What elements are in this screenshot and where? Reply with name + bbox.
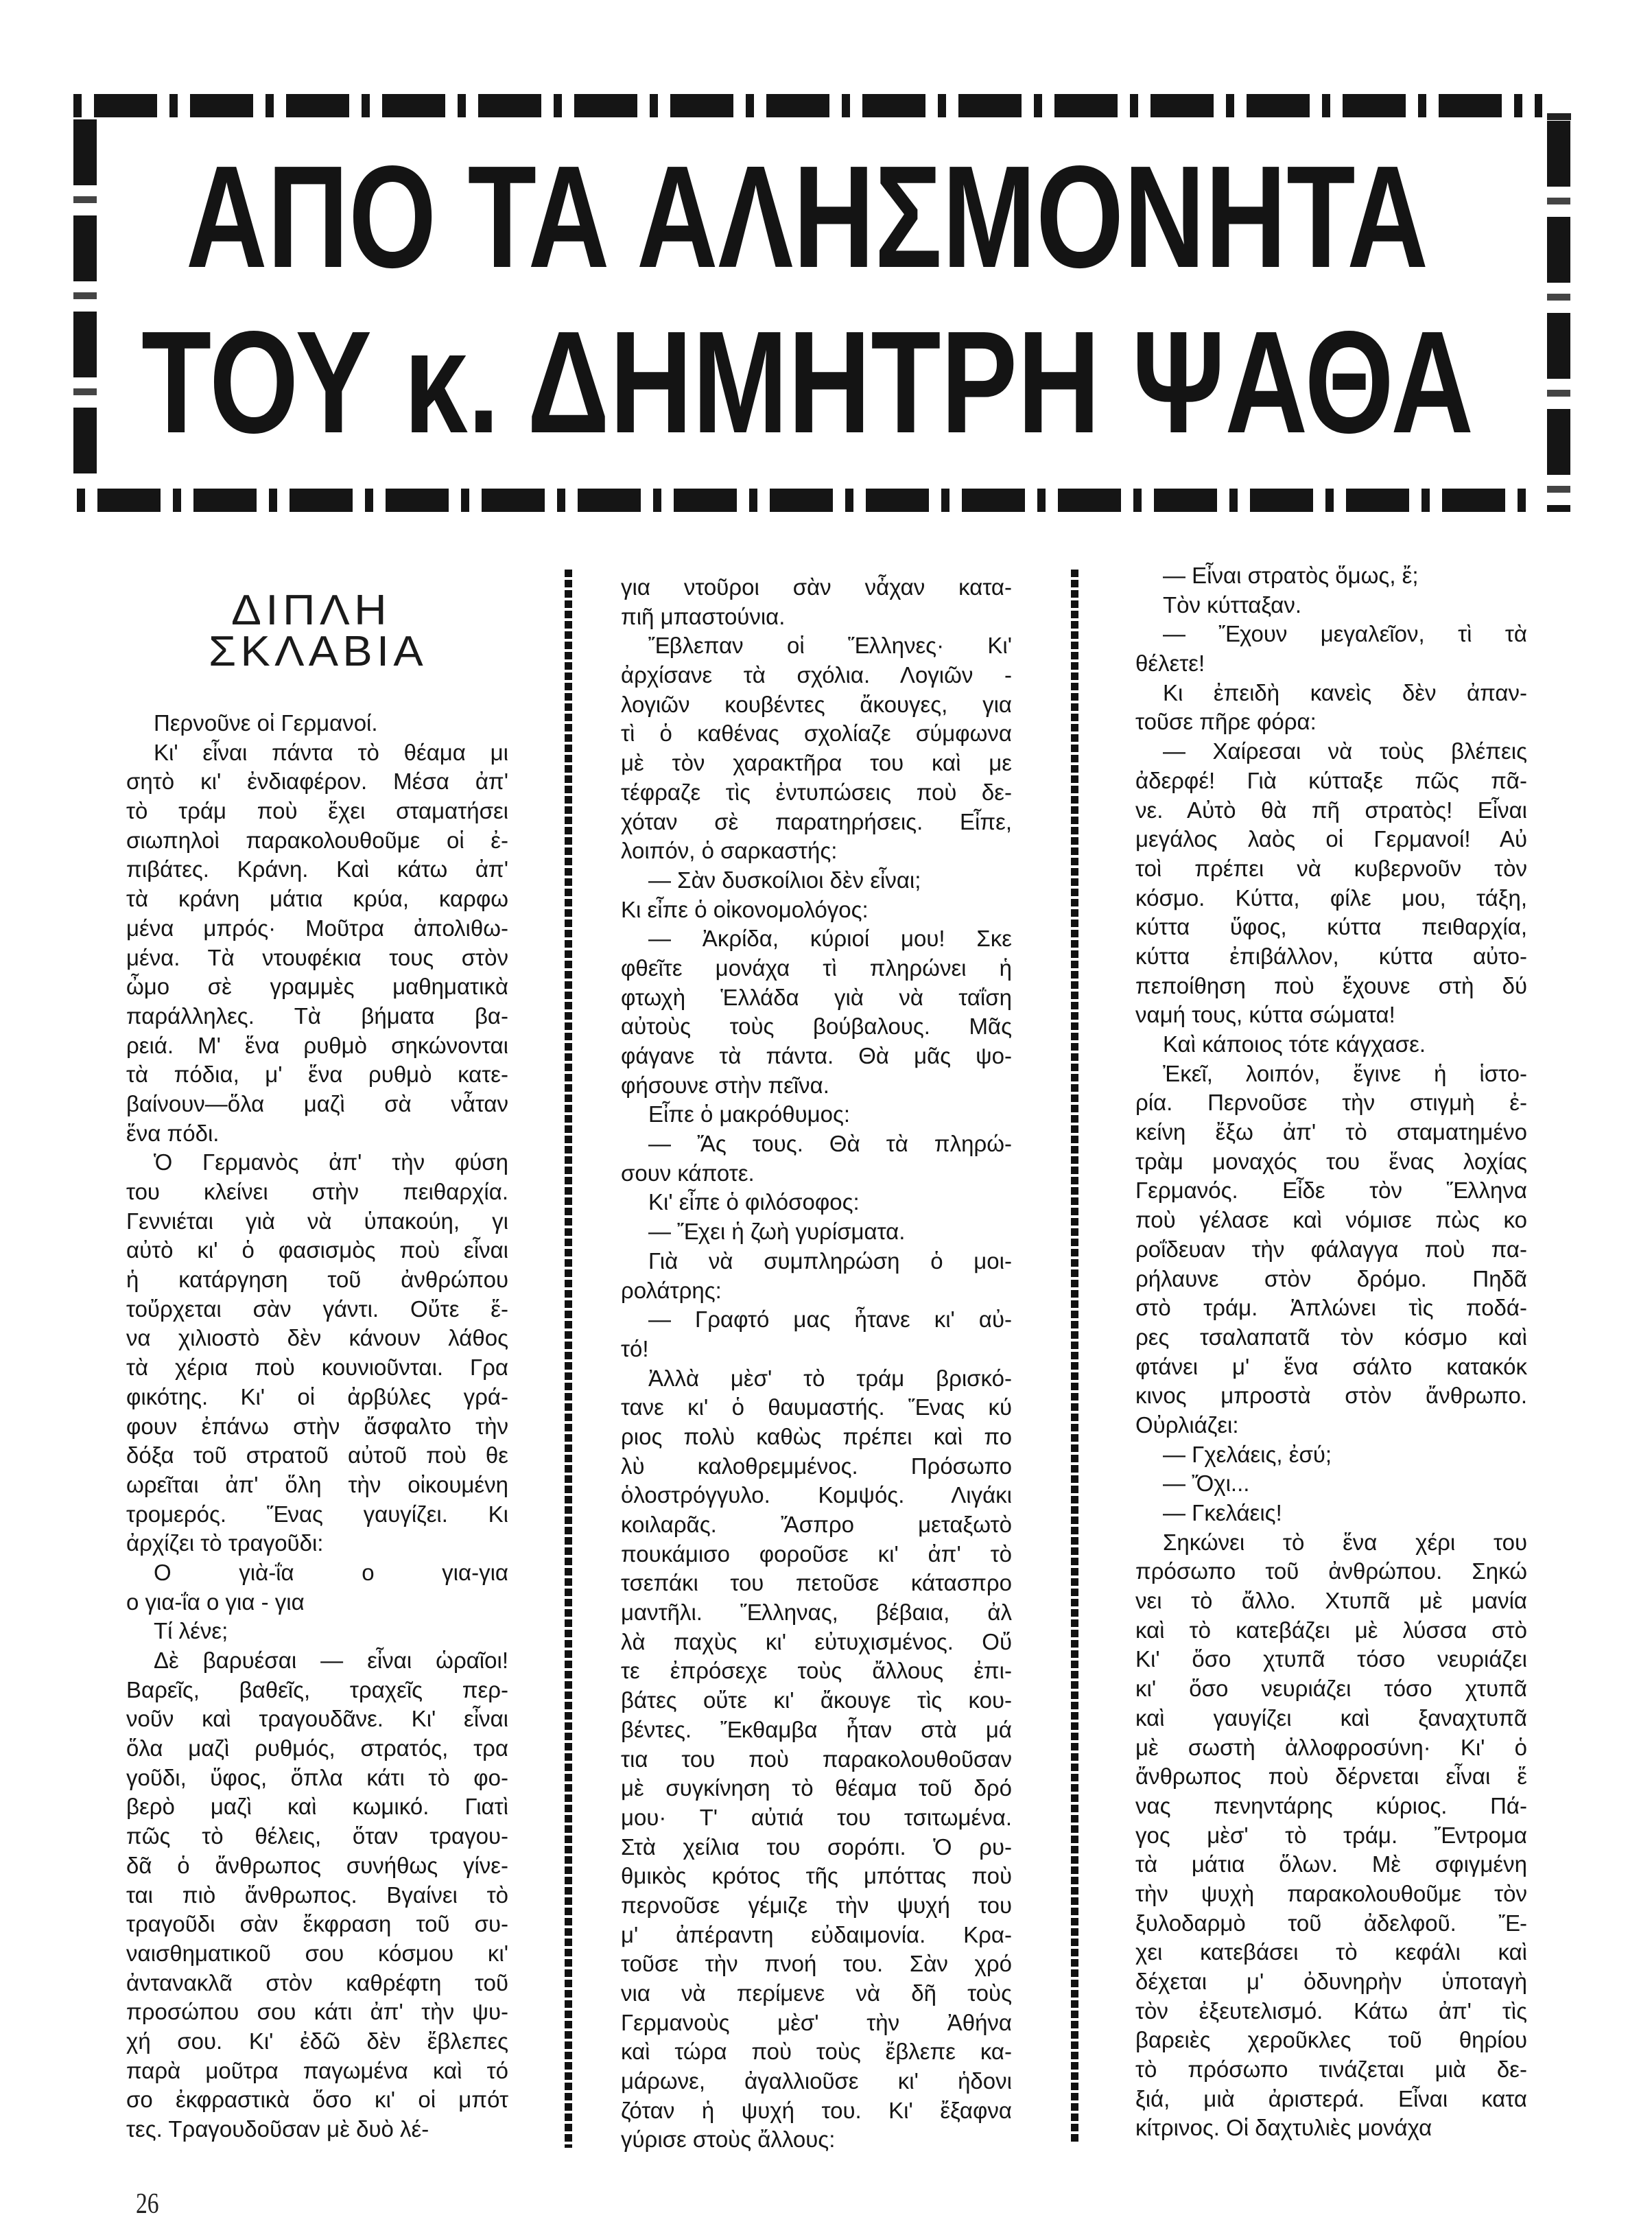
text-line: χόταν σὲ παρατηρήσεις. Εἶπε, xyxy=(621,808,1012,834)
text-line: Γερμανός. Εἶδε τὸν Ἕλληνα xyxy=(1135,1178,1527,1204)
text-line: να χιλιοστὸ δὲν κάνουν λάθος xyxy=(126,1325,508,1351)
text-line: Κι' εἶναι πάντα τὸ θέαμα μι xyxy=(154,739,508,765)
text-line: τὶ ὁ καθένας σχολίαζε σύμφωνα xyxy=(621,721,1012,747)
text-line: χει κατεβάσει τὸ κεφάλι καὶ xyxy=(1135,1939,1527,1965)
text-line: τρὰμ μοναχός του ἕνας λοχίας xyxy=(1135,1148,1527,1174)
text-line: ναμή τους, κύττα σώματα! xyxy=(1135,1002,1395,1028)
text-line: τό! xyxy=(621,1335,649,1361)
article-subheading-line-2: ΣΚΛΑΒΙΑ xyxy=(209,628,427,675)
text-line: Οὐρλιάζει: xyxy=(1135,1412,1239,1438)
text-line: ρειά. Μ' ἕνα ρυθμὸ σηκώνονται xyxy=(126,1032,508,1058)
text-line: ἀδερφέ! Γιὰ κύτταξε πῶς πᾶ- xyxy=(1135,767,1527,793)
text-line: τὸν ἐξευτελισμό. Κάτω ἀπ' τὶς xyxy=(1135,1998,1527,2024)
text-line: αὐτὸ κι' ὁ φασισμὸς ποὺ εἶναι xyxy=(126,1237,508,1263)
text-line: Σηκώνει τὸ ἕνα χέρι του xyxy=(1163,1529,1527,1555)
text-line: βαίνουν—ὅλα μαζὶ σὰ νἆταν xyxy=(126,1090,508,1116)
text-line: Περνοῦνε οἱ Γερμανοί. xyxy=(154,710,378,736)
paragraph xyxy=(621,1188,1012,1217)
text-line: ἀντανακλᾶ στὸν καθρέφτη τοῦ xyxy=(126,1969,508,1995)
text-line: περνοῦσε γέμιζε τὴν ψυχή του xyxy=(621,1892,1012,1918)
text-line: σουν κάποτε. xyxy=(621,1160,755,1186)
text-line: μάρωνε, ἀγαλλιοῦσε κι' ἡδονι xyxy=(621,2068,1012,2094)
text-line: Κι εἶπε ὁ οἰκονομολόγος: xyxy=(621,896,869,922)
text-line: Ἀλλὰ μὲσ' τὸ τράμ βρισκό- xyxy=(648,1365,1012,1391)
text-line: Ἐκεῖ, λοιπόν, ἔγινε ἡ ἱστο- xyxy=(1163,1060,1527,1086)
text-line: Τὸν κύτταξαν. xyxy=(1163,592,1302,618)
paragraph xyxy=(126,1646,508,2144)
text-line: Ο γιὰ-ΐα ο για-για xyxy=(154,1559,508,1585)
paragraph xyxy=(1135,1528,1527,2143)
text-line: μεγάλος λαὸς οἱ Γερμανοί! Αὐ xyxy=(1135,826,1527,852)
text-line: κύττα ὕφος, κύττα πειθαρχία, xyxy=(1135,914,1527,940)
text-line: ξιά, μιὰ ἀριστερά. Εἶναι κατα xyxy=(1135,2085,1527,2111)
title-frame-right-border xyxy=(1547,121,1570,512)
text-line: σητὸ κι' ἐνδιαφέρον. Μέσα ἀπ' xyxy=(126,769,508,795)
page-title-line-1: ΑΠΟ ΤΑ ΑΛΗΣΜΟΝΗΤΑ xyxy=(186,135,1428,298)
paragraph xyxy=(1135,620,1527,678)
text-line: Ὁ Γερμανὸς ἀπ' τὴν φύση xyxy=(154,1149,508,1175)
text-line: λογιῶν κουβέντες ἄκουγες, για xyxy=(621,691,1012,717)
text-line: τραγοῦδι σὰν ἔκφραση τοῦ συ- xyxy=(126,1911,508,1937)
paragraph xyxy=(621,924,1012,1100)
paragraph xyxy=(126,1558,508,1617)
text-line: Γιὰ νὰ συμπληρώση ὁ μοι- xyxy=(648,1248,1012,1274)
text-line: ναισθηματικοῦ σου κόσμου κι' xyxy=(126,1940,508,1966)
paragraph xyxy=(126,1148,508,1558)
text-line: ζόταν ἡ ψυχή του. Κι' ἔξαφνα xyxy=(621,2097,1012,2123)
text-line: ἀρχίσανε τὰ σχόλια. Λογιῶν - xyxy=(621,662,1012,688)
paragraph xyxy=(621,866,1012,895)
text-line: κι' ὅσο νευριάζει τόσο χτυπᾶ xyxy=(1135,1676,1527,1702)
text-line: τια του ποὺ παρακολουθοῦσαν xyxy=(621,1746,1012,1772)
text-line: ἡ κατάργηση τοῦ ἀνθρώπου xyxy=(126,1267,508,1293)
text-line: ται πιὸ ἄνθρωπος. Βγαίνει τὸ xyxy=(126,1882,508,1908)
text-line: νας πενηντάρης κύριος. Πά- xyxy=(1135,1792,1527,1818)
text-line: — Ἔχει ἡ ζωὴ γυρίσματα. xyxy=(648,1219,906,1245)
text-line: γύρισε στοὺς ἄλλους: xyxy=(621,2127,836,2153)
text-line: για ντοῦροι σὰν νἆχαν κατα- xyxy=(621,574,1012,600)
text-line: μου· Τ' αὐτιά του τσιτωμένα. xyxy=(621,1804,1012,1830)
text-line: φτωχὴ Ἑλλάδα γιὰ νὰ ταΐση xyxy=(621,984,1012,1010)
text-line: κινος μπροστὰ στὸν ἄνθρωπο. xyxy=(1135,1383,1527,1409)
text-line: ὅλα μαζὶ ρυθμός, στρατός, τρα xyxy=(126,1735,508,1761)
article-column-1 xyxy=(126,709,508,2144)
text-line: φάγανε τὰ πάντα. Θὰ μᾶς ψο- xyxy=(621,1043,1012,1068)
article-column-3 xyxy=(1135,561,1527,2143)
text-line: φικότης. Κι' οἱ ἀρβύλες γρά- xyxy=(126,1383,508,1409)
text-line: ἀρχίζει τὸ τραγοῦδι: xyxy=(126,1530,324,1556)
text-line: νε. Αὐτὸ θὰ πῆ στρατὸς! Εἶναι xyxy=(1135,797,1527,823)
text-line: κίτρινος. Οἱ δαχτυλιὲς μονάχα xyxy=(1135,2115,1432,2141)
text-line: — Εἶναι στρατὸς ὅμως, ἔ; xyxy=(1163,563,1419,588)
text-line: Τί λένε; xyxy=(154,1618,228,1644)
text-line: τὰ πόδια, μ' ἕνα ρυθμὸ κατε- xyxy=(126,1062,508,1088)
text-line: βαρειὲς χεροῦκλες τοῦ θηρίου xyxy=(1135,2027,1527,2053)
text-line: Γεννιέται γιὰ νὰ ὑπακούη, γι xyxy=(126,1208,508,1234)
text-line: στὸ τράμ. Ἁπλώνει τὶς ποδά- xyxy=(1135,1295,1527,1321)
text-line: ἕνα πόδι. xyxy=(126,1120,220,1146)
page-number: 26 xyxy=(136,2188,159,2220)
page-title-line-2: ΤΟΥ κ. ΔΗΜΗΤΡΗ ΨΑΘΑ xyxy=(141,301,1474,463)
text-line: πιῆ μπαστούνια. xyxy=(621,603,786,629)
paragraph xyxy=(1135,591,1527,620)
article-subheading-line-1: ΔΙΠΛΗ xyxy=(231,587,391,634)
text-line: μὲ τὸν χαρακτῆρα του καὶ με xyxy=(621,750,1012,776)
text-line: παρὰ μοῦτρα παγωμένα καὶ τό xyxy=(126,2057,508,2083)
text-line: τὸ πρόσωπο τινάζεται μιὰ δε- xyxy=(1135,2057,1527,2083)
paragraph xyxy=(1135,1469,1527,1499)
text-line: τσεπάκι του πετοῦσε κάτασπρο xyxy=(621,1570,1012,1596)
paragraph xyxy=(1135,1499,1527,1528)
text-line: δόξα τοῦ στρατοῦ αὐτοῦ ποὺ θε xyxy=(126,1442,508,1468)
text-line: κύττα ἐπιβάλλον, κύττα αὐτο- xyxy=(1135,943,1527,969)
text-line: ἄνθρωπος ποὺ δέρνεται εἶναι ἕ xyxy=(1135,1764,1527,1790)
text-line: τοῦσε τὴν πνοή του. Σὰν χρό xyxy=(621,1951,1012,1977)
text-line: Γερμανοὺς μὲσ' τὴν Ἀθήνα xyxy=(621,2009,1012,2035)
text-line: πῶς τὸ θέλεις, ὅταν τραγου- xyxy=(126,1823,508,1849)
text-line: τοὔρχεται σὰν γάντι. Οὔτε ἕ- xyxy=(126,1296,508,1322)
text-line: κοιλαρᾶς. Ἄσπρο μεταξωτὸ xyxy=(621,1512,1012,1537)
text-line: κόσμο. Κύττα, φίλε μου, τάξη, xyxy=(1135,885,1527,911)
text-line: ὁλοστρόγγυλο. Κομψός. Λιγάκι xyxy=(621,1482,1012,1508)
text-line: ροΐδευαν τὴν φάλαγγα ποὺ πα- xyxy=(1135,1236,1527,1262)
paragraph xyxy=(1135,737,1527,1030)
text-line: σιωπηλοὶ παρακολουθοῦμε οἱ ἐ- xyxy=(126,827,508,853)
text-line: καὶ γαυγίζει καὶ ξαναχτυπᾶ xyxy=(1135,1705,1527,1731)
paragraph xyxy=(621,1305,1012,1363)
text-line: — Ἄς τους. Θὰ τὰ πληρώ- xyxy=(648,1131,1012,1157)
text-line: τοὶ πρέπει νὰ κυβερνοῦν τὸν xyxy=(1135,855,1527,881)
text-line: φουν ἐπάνω στὴν ἄσφαλτο τὴν xyxy=(126,1413,508,1439)
text-line: φθεῖτε μονάχα τὶ πληρώνει ἡ xyxy=(621,954,1012,981)
title-frame-top-border xyxy=(73,94,1542,117)
paragraph xyxy=(621,895,1012,925)
text-line: μένα. Τὰ ντουφέκια τους στὸν xyxy=(126,944,508,970)
paragraph xyxy=(1135,561,1527,591)
text-line: Βαρεῖς, βαθεῖς, τραχεῖς περ- xyxy=(126,1676,508,1702)
text-line: ωρεῖται ἀπ' ὅλη τὴν οἰκουμένη xyxy=(126,1471,508,1497)
text-line: τὴν ψυχὴ παρακολουθοῦμε τὸν xyxy=(1135,1880,1527,1906)
text-line: ξυλοδαρμὸ τοῦ ἀδελφοῦ. Ἔ- xyxy=(1135,1910,1527,1936)
text-line: προσώπου σου κάτι ἀπ' τὴν ψυ- xyxy=(126,1999,508,2025)
text-line: γος μὲσ' τὸ τράμ. Ἔντρομα xyxy=(1135,1822,1527,1848)
text-line: ρία. Περνοῦσε τὴν στιγμὴ ἐ- xyxy=(1135,1090,1527,1116)
article-column-2 xyxy=(621,573,1012,2155)
paragraph xyxy=(1135,679,1527,737)
paragraph xyxy=(126,1617,508,1646)
title-frame-left-border xyxy=(73,119,97,483)
column-divider-2 xyxy=(1071,570,1078,2144)
text-line: — Γραφτό μας ἦτανε κι' αὐ- xyxy=(648,1307,1012,1333)
paragraph xyxy=(621,1247,1012,1305)
text-line: — Ἔχουν μεγαλεῖον, τὶ τὰ xyxy=(1163,621,1527,647)
text-line: βάτες οὔτε κι' ἄκουγε τὶς κου- xyxy=(621,1687,1012,1713)
paragraph xyxy=(1135,1059,1527,1440)
text-line: τὰ χέρια ποὺ κουνιοῦνται. Γρα xyxy=(126,1355,508,1381)
text-line: θέλετε! xyxy=(1135,651,1205,677)
text-line: — Ἀκρίδα, κύριοί μου! Σκε xyxy=(648,926,1012,952)
text-line: — Γχελάεις, ἐσύ; xyxy=(1163,1441,1332,1467)
text-line: νοῦν καὶ τραγουδᾶνε. Κι' εἶναι xyxy=(126,1706,508,1732)
text-line: παράλληλες. Τὰ βήματα βα- xyxy=(126,1003,508,1029)
text-line: δᾶ ὁ ἄνθρωπος συνήθως γίνε- xyxy=(126,1852,508,1878)
text-line: τέφραζε τὶς ἐντυπώσεις ποὺ δε- xyxy=(621,779,1012,805)
text-line: τὸ τράμ ποὺ ἔχει σταματήσει xyxy=(126,798,508,824)
title-frame-corner xyxy=(1547,113,1571,120)
text-line: νια νὰ περίμενε νὰ δῆ τοὺς xyxy=(621,1980,1012,2006)
text-line: του κλείνει στὴν πειθαρχία. xyxy=(126,1179,508,1204)
text-line: νει τὸ ἄλλο. Χτυπᾶ μὲ μανία xyxy=(1135,1588,1527,1614)
text-line: ριος πολὺ καθὼς πρέπει καὶ πο xyxy=(621,1423,1012,1449)
text-line: τες. Τραγουδοῦσαν μὲ δυὸ λέ- xyxy=(126,2116,429,2142)
text-line: μαντῆλι. Ἕλληνας, βέβαια, ἀλ xyxy=(621,1600,1012,1626)
paragraph xyxy=(1135,1030,1527,1059)
text-line: μὲ σωστὴ ἀλλοφροσύνη· Κι' ὁ xyxy=(1135,1734,1527,1760)
paragraph xyxy=(1135,1440,1527,1470)
text-line: Καὶ κάποιος τότε κάγχασε. xyxy=(1163,1031,1426,1057)
text-line: βέντες. Ἔκθαμβα ἦταν στὰ μά xyxy=(621,1716,1012,1742)
paragraph xyxy=(621,573,1012,631)
text-line: δέχεται μ' ὀδυνηρὴν ὑποταγὴ xyxy=(1135,1969,1527,1994)
text-line: καὶ τώρα ποὺ τοὺς ἔβλεπε κα- xyxy=(621,2039,1012,2065)
text-line: — Ὄχι... xyxy=(1163,1471,1250,1497)
text-line: μένα μπρός· Μοῦτρα ἀπολιθω- xyxy=(126,915,508,941)
text-line: πουκάμισο φοροῦσε κι' ἀπ' τὸ xyxy=(621,1541,1012,1567)
paragraph xyxy=(621,1100,1012,1129)
text-line: ρολάτρης: xyxy=(621,1277,722,1303)
text-line: κείνη ἔξω ἀπ' τὸ σταματημένο xyxy=(1135,1119,1527,1145)
text-line: πεποίθηση ποὺ ἔχουνε στὴ δύ xyxy=(1135,972,1527,998)
text-line: Εἶπε ὁ μακρόθυμος: xyxy=(648,1101,851,1127)
text-line: τε ἐπρόσεχε τοὺς ἄλλους ἐπι- xyxy=(621,1658,1012,1684)
text-line: τὰ κράνη μάτια κρύα, καρφω xyxy=(126,886,508,912)
paragraph xyxy=(621,631,1012,866)
text-line: ο για-ΐα ο για - για xyxy=(126,1589,305,1615)
text-line: χή σου. Κι' ἐδῶ δὲν ἔβλεπες xyxy=(126,2028,508,2054)
text-line: ρες τσαλαπατᾶ τὸν κόσμο καὶ xyxy=(1135,1324,1527,1350)
text-line: βερὸ μαζὶ καὶ κωμικό. Γιατὶ xyxy=(126,1794,508,1820)
title-frame-bottom-border xyxy=(77,489,1531,512)
text-line: Δὲ βαρυέσαι — εἶναι ὡραῖοι! xyxy=(154,1648,508,1673)
text-line: ρήλαυνε στὸν δρόμο. Πηδᾶ xyxy=(1135,1265,1527,1291)
paragraph xyxy=(126,738,508,1149)
text-line: θμικὸς κρότος τῆς μπόττας ποὺ xyxy=(621,1863,1012,1889)
text-line: — Σὰν δυσκοίλιοι δὲν εἶναι; xyxy=(648,867,921,893)
text-line: καὶ τὸ κατεβάζει μὲ λύσσα στὸ xyxy=(1135,1617,1527,1643)
text-line: Κι' ὅσο χτυπᾶ τόσο νευριάζει xyxy=(1135,1646,1527,1672)
text-line: τὰ μάτια ὅλων. Μὲ σφιγμένη xyxy=(1135,1851,1527,1877)
text-line: τανε κι' ὁ θαυμαστής. Ἕνας κύ xyxy=(621,1394,1012,1420)
text-line: τοῦσε πῆρε φόρα: xyxy=(1135,709,1317,735)
text-line: μὲ συγκίνηση τὸ θέαμα τοῦ δρό xyxy=(621,1775,1012,1801)
text-line: λὺ καλοθρεμμένος. Πρόσωπο xyxy=(621,1453,1012,1479)
text-line: Κι' εἶπε ὁ φιλόσοφος: xyxy=(648,1189,860,1215)
text-line: γοῦδι, ὕφος, ὅπλα κάτι τὸ φο- xyxy=(126,1764,508,1790)
text-line: τρομερός. Ἕνας γαυγίζει. Κι xyxy=(126,1501,508,1527)
text-line: Ἔβλεπαν οἱ Ἕλληνες· Κι' xyxy=(648,633,1012,659)
text-line: φήσουνε στὴν πεῖνα. xyxy=(621,1072,829,1098)
text-line: — Χαίρεσαι νὰ τοὺς βλέπεις xyxy=(1163,738,1527,764)
text-line: σο ἐκφραστικὰ ὅσο κι' οἱ μπότ xyxy=(126,2087,508,2113)
paragraph xyxy=(621,1217,1012,1247)
column-divider-1 xyxy=(565,570,572,2148)
text-line: φτάνει μ' ἕνα σάλτο κατακόκ xyxy=(1135,1353,1527,1379)
text-line: αὐτοὺς τοὺς βούβαλους. Μᾶς xyxy=(621,1014,1012,1040)
paragraph xyxy=(126,709,508,738)
text-line: λὰ παχὺς κι' εὐτυχισμένος. Οὔ xyxy=(621,1628,1012,1654)
text-line: ὦμο σὲ γραμμὲς μαθηματικὰ xyxy=(126,974,508,1000)
text-line: — Γκελάεις! xyxy=(1163,1500,1282,1525)
text-line: πιβάτες. Κράνη. Καὶ κάτω ἀπ' xyxy=(126,856,508,882)
text-line: μ' ἀπέραντη εὐδαιμονία. Κρα- xyxy=(621,1921,1012,1947)
text-line: Κι ἐπειδὴ κανεὶς δὲν ἀπαν- xyxy=(1163,679,1527,705)
text-line: Στὰ χείλια του σορόπι. Ὁ ρυ- xyxy=(621,1834,1012,1860)
text-line: ποὺ γέλασε καὶ νόμισε πὼς κο xyxy=(1135,1207,1527,1233)
paragraph xyxy=(621,1129,1012,1188)
text-line: λοιπόν, ὁ σαρκαστής: xyxy=(621,838,838,864)
paragraph xyxy=(621,1364,1012,2155)
text-line: πρόσωπο τοῦ ἀνθρώπου. Σηκώ xyxy=(1135,1558,1527,1584)
